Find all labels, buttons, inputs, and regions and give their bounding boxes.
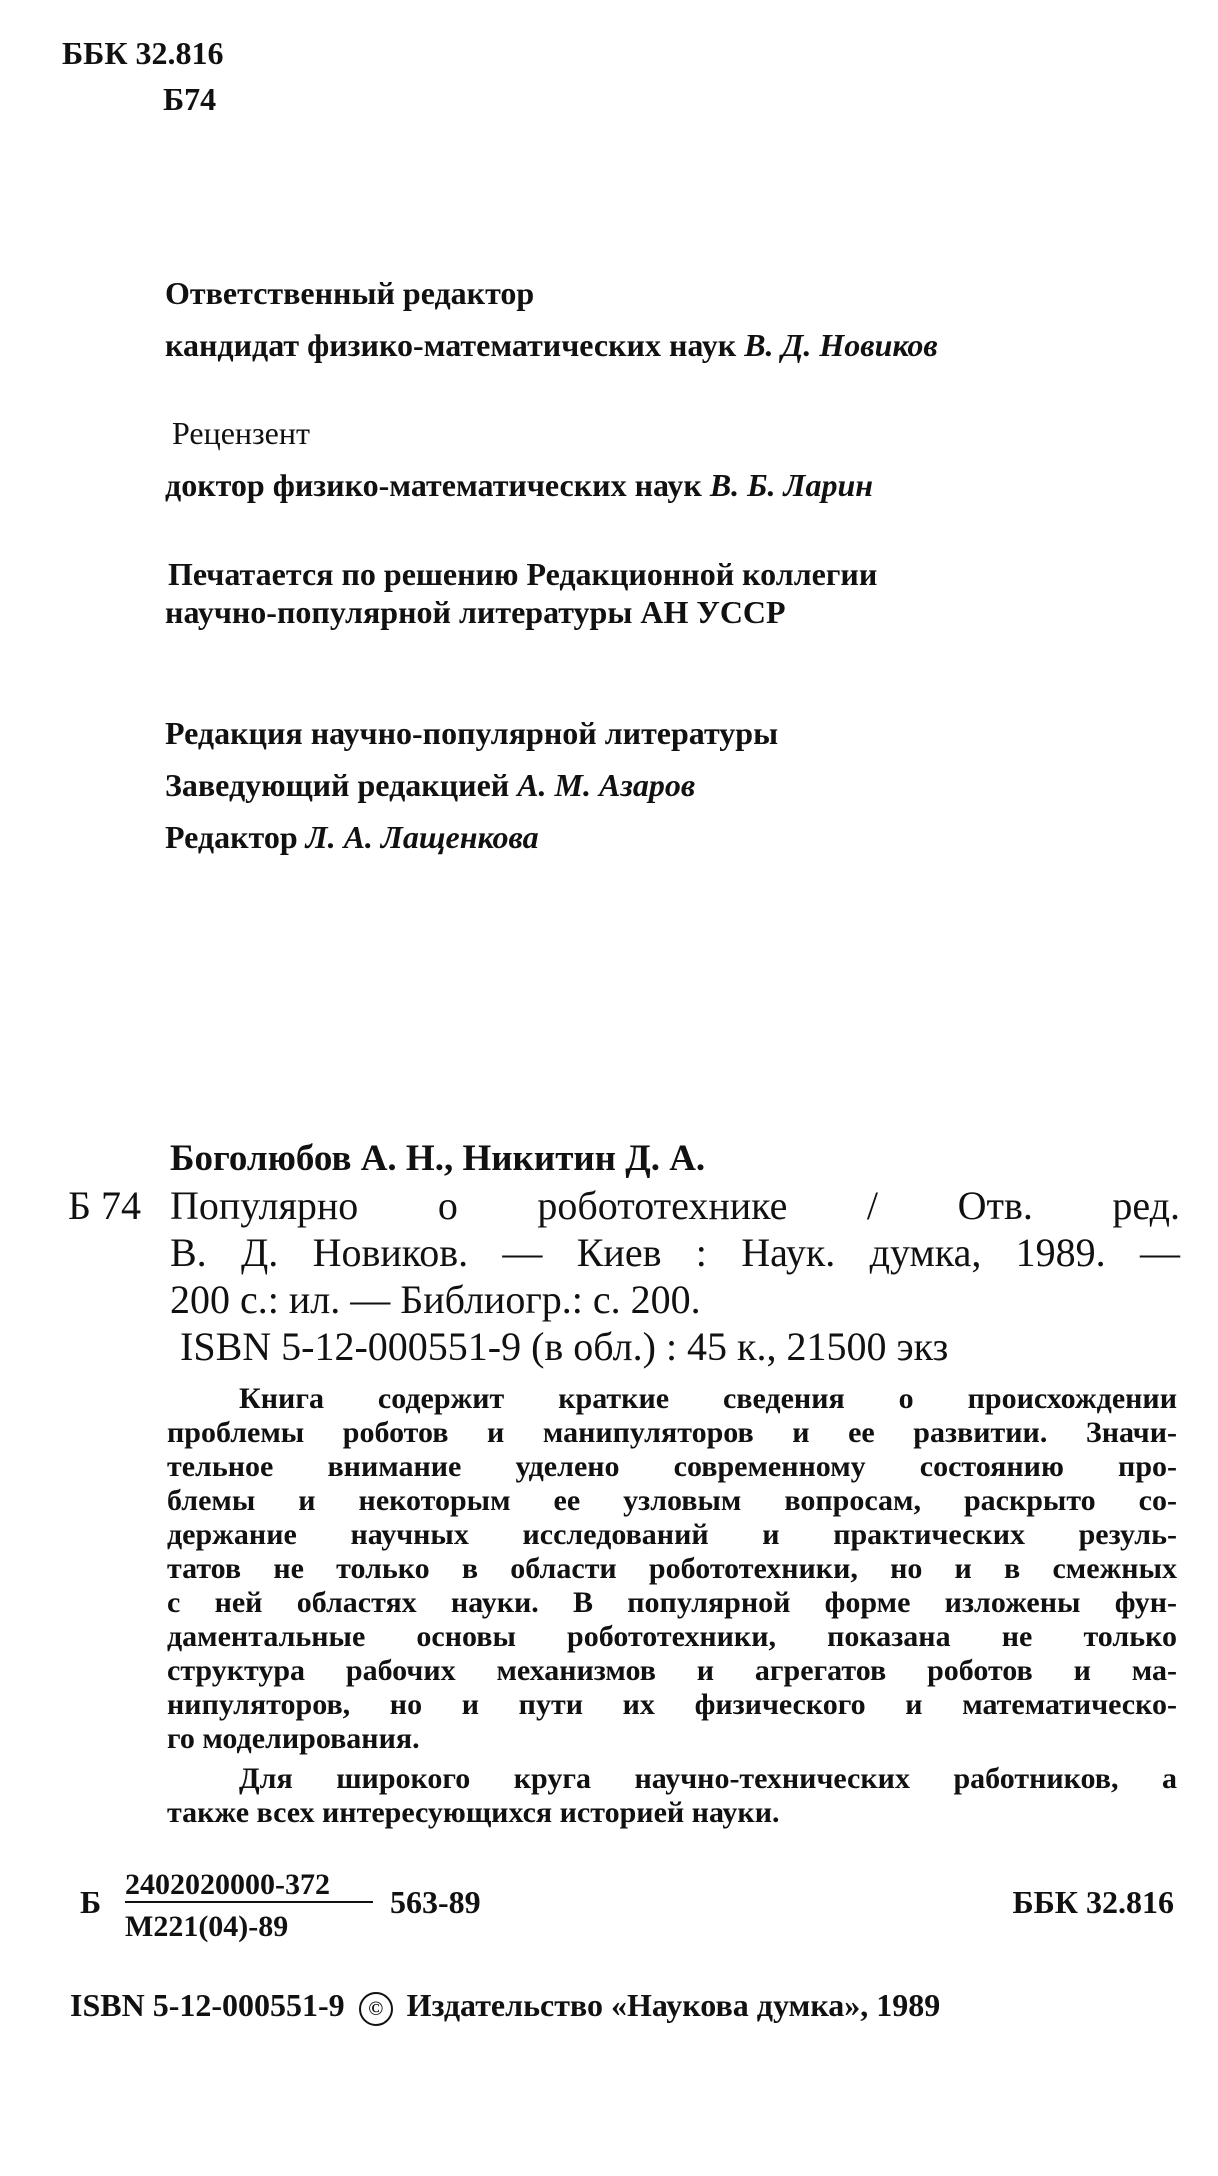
catalog-line2: В. Д. Новиков. — Киев : Наук. думка, 1989. —	[170, 1230, 1180, 1275]
editor-title: Редактор	[165, 819, 298, 855]
footer-bbk: ББК 32.816	[1012, 1884, 1174, 1920]
reviewer-name: В. Б. Ларин	[709, 467, 873, 503]
catalog-line4: ISBN 5-12-000551-9 (в обл.) : 45 к., 21500 экз	[180, 1324, 949, 1369]
reviewer-line	[165, 466, 873, 504]
order-code: 563-89	[390, 1884, 481, 1920]
annotation-line: го моделирования.	[167, 1722, 420, 1755]
printed-by-line1: Печатается по решению Редакционной коллегии	[168, 556, 878, 592]
annotation-line: даментальные основы робототехники, показана не только	[167, 1620, 1177, 1653]
copyright-icon: ©	[359, 1992, 393, 2026]
annotation-line: с ней областях науки. В популярной форме изложены фун-	[167, 1586, 1177, 1619]
catalog-line3: 200 с.: ил. — Библиогр.: с. 200.	[170, 1277, 701, 1322]
annotation-line: татов не только в области робототехники, но и в смежных	[167, 1552, 1177, 1585]
catalog-code-header: Б74	[163, 81, 217, 117]
annotation-line: также всех интересующихся историей науки.	[167, 1796, 780, 1829]
fraction-bar	[125, 1901, 373, 1903]
annotation-line: Для широкого круга научно-технических работников, а	[239, 1762, 1177, 1795]
head-of-office-name: А. М. Азаров	[517, 767, 696, 803]
annotation-line: держание научных исследований и практических резуль-	[167, 1518, 1177, 1551]
annotation-line: блемы и некоторым ее узловым вопросам, раскрыто со-	[167, 1484, 1177, 1517]
bbk-header: ББК 32.816	[62, 35, 224, 71]
head-of-office-title: Заведующий редакцией	[165, 767, 510, 803]
annotation-line: структура рабочих механизмов и агрегатов роботов и ма-	[167, 1654, 1177, 1687]
printed-by-line2: научно-популярной литературы АН УССР	[165, 594, 786, 630]
fraction-denominator: М221(04)-89	[125, 1910, 289, 1943]
footer-isbn: ISBN 5-12-000551-9	[70, 1987, 345, 2023]
annotation-line: проблемы роботов и манипуляторов и ее развитии. Значи-	[167, 1416, 1177, 1449]
responsible-editor-title: Ответственный редактор	[165, 275, 535, 311]
annotation-line: нипуляторов, но и пути их физического и математическо-	[167, 1688, 1177, 1721]
reviewer-degree: доктор физико-математических наук	[165, 467, 702, 503]
editorial-office: Редакция научно-популярной литературы	[165, 715, 779, 751]
editor-line	[165, 818, 539, 856]
publisher: Издательство «Наукова думка», 1989	[406, 1987, 941, 2023]
footer-letter: Б	[80, 1884, 102, 1920]
responsible-editor-line	[165, 326, 938, 364]
catalog-code: Б 74	[68, 1183, 141, 1228]
head-of-office-line	[165, 766, 695, 804]
annotation-line: тельное внимание уделено современному состоянию про-	[167, 1450, 1177, 1483]
responsible-editor-name: В. Д. Новиков	[744, 327, 938, 363]
reviewer-title: Рецензент	[172, 415, 310, 451]
annotation-line: Книга содержит краткие сведения о происхождении	[239, 1382, 1177, 1415]
catalog-line1: Популярно о робототехнике / Отв. ред.	[170, 1183, 1180, 1228]
copyright-line	[70, 1986, 940, 2026]
editor-name: Л. А. Лащенкова	[305, 819, 539, 855]
responsible-editor-degree: кандидат физико-математических наук	[165, 327, 737, 363]
fraction-numerator: 2402020000-372	[125, 1868, 330, 1901]
catalog-authors: Боголюбов А. Н., Никитин Д. А.	[170, 1138, 706, 1179]
